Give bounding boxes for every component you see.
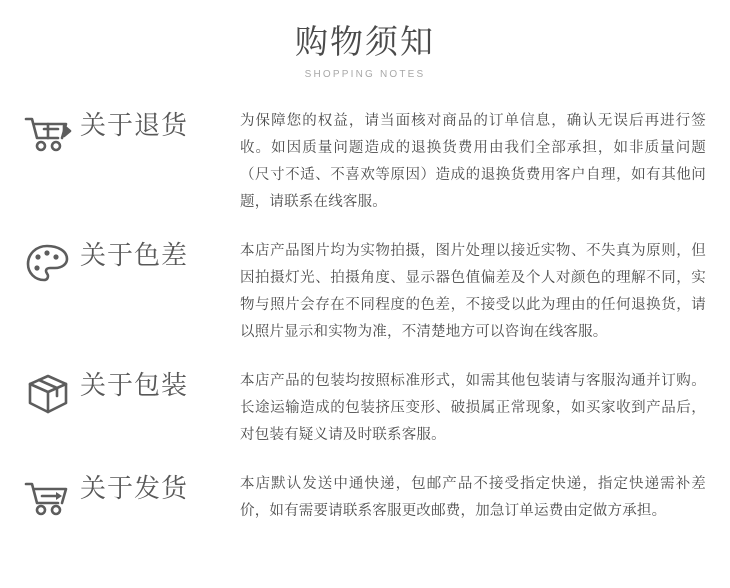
note-section-shipping xyxy=(0,469,730,525)
color-palette-icon xyxy=(22,236,74,288)
note-section-packaging xyxy=(0,366,730,449)
note-section-returns xyxy=(0,106,730,216)
shopping-cart-ship-icon xyxy=(22,469,74,521)
note-title: 关于色差 xyxy=(80,241,189,271)
note-body: 为保障您的权益，请当面核对商品的订单信息，确认无误后再进行签收。如因质量问题造成的退换货费用由我们全部承担，如非质量问题（尺寸不适、不喜欢等原因）造成的退换货费用客户自理，如有其他问题，请联系在线客服。 xyxy=(240,113,706,210)
page-subtitle: SHOPPING NOTES xyxy=(304,69,426,80)
notes-list xyxy=(0,106,730,525)
page-header xyxy=(0,0,730,80)
note-section-color xyxy=(0,236,730,346)
note-body: 本店产品的包装均按照标准形式，如需其他包装请与客服沟通并订购。长途运输造成的包装挤压变形、破损属正常现象，如买家收到产品后，对包装有疑义请及时联系客服。 xyxy=(240,373,706,443)
package-box-icon xyxy=(22,366,74,418)
note-title: 关于包装 xyxy=(80,371,189,401)
shopping-cart-return-icon xyxy=(22,106,74,158)
note-title: 关于发货 xyxy=(80,474,189,504)
page-title: 购物须知 xyxy=(295,22,435,61)
note-body: 本店产品图片均为实物拍摄，图片处理以接近实物、不失真为原则，但因拍摄灯光、拍摄角度、显示器色值偏差及个人对颜色的理解不同，实物与照片会存在不同程度的色差，不接受以此为理由的任何退换货，请以照片显示和实物为准，不清楚地方可以咨询在线客服。 xyxy=(240,243,706,340)
note-title: 关于退货 xyxy=(80,111,189,141)
note-body: 本店默认发送中通快递，包邮产品不接受指定快递，指定快递需补差价，如有需要请联系客服更改邮费，加急订单运费由定做方承担。 xyxy=(240,476,706,519)
